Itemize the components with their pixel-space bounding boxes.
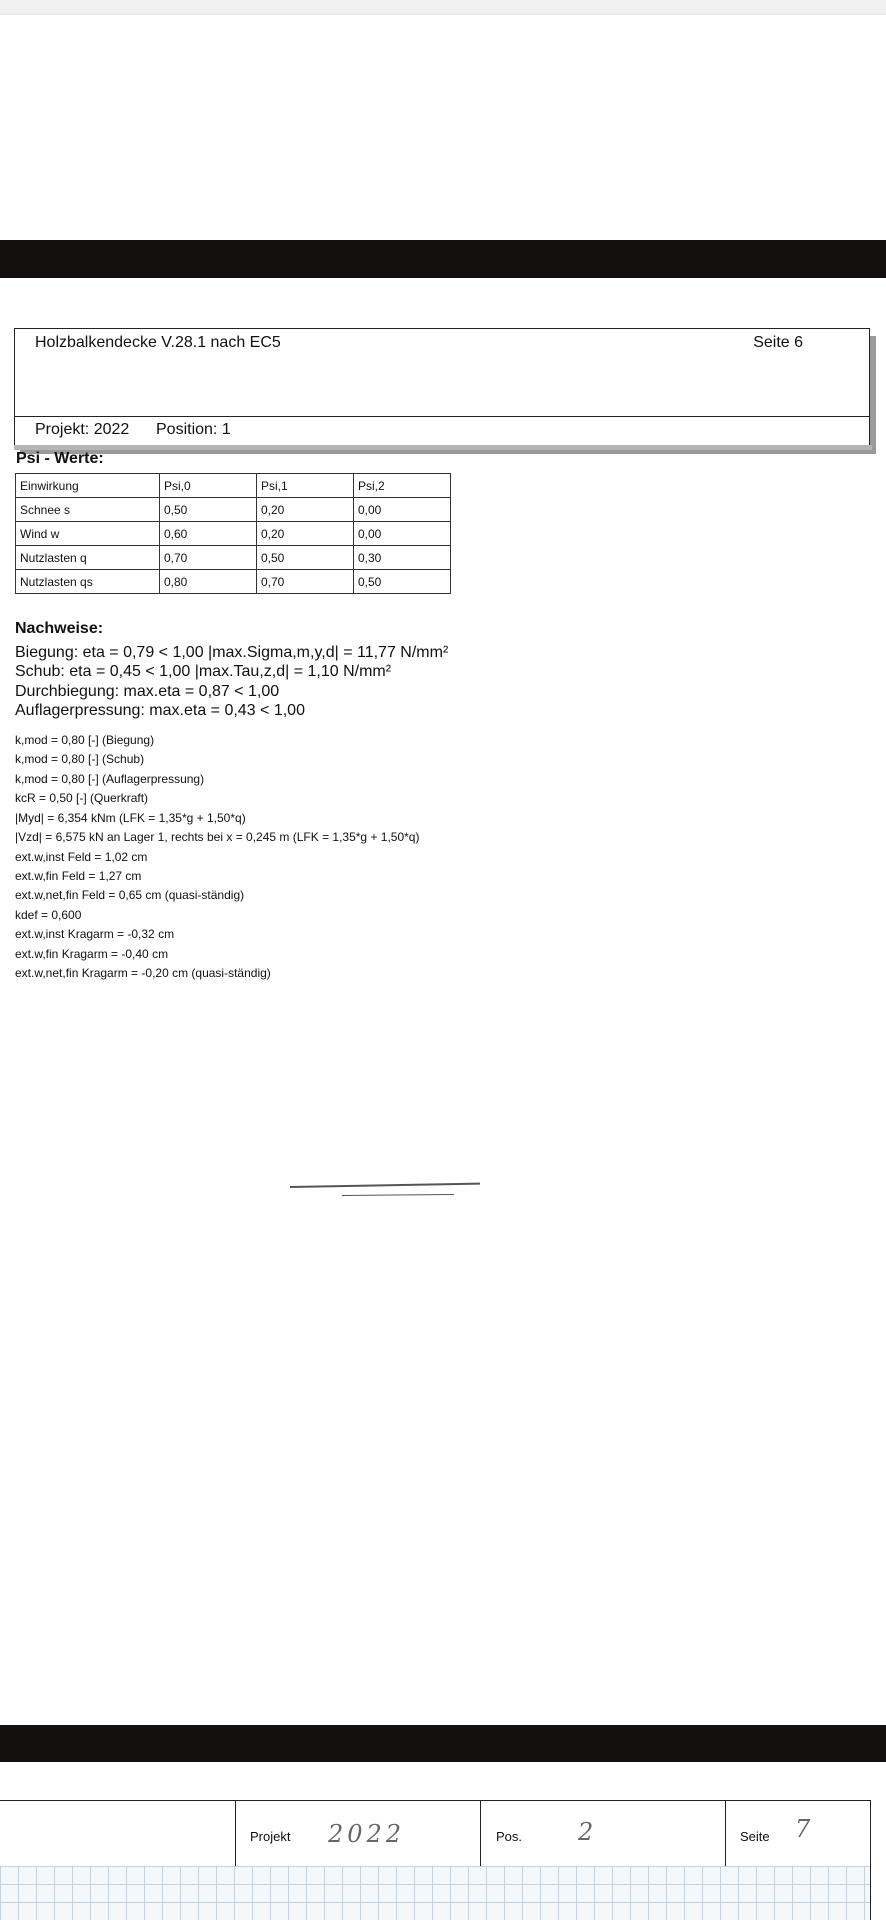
psi-section-title: Psi - Werte: <box>16 450 104 467</box>
detail-line: |Vzd| = 6,575 kN an Lager 1, rechts bei x = 0,245 m (LFK = 1,35*g + 1,50*q) <box>15 830 420 844</box>
table-cell: 0,00 <box>354 498 451 522</box>
form-projekt-value: 2022 <box>328 1820 406 1848</box>
check-line: Durchbiegung: max.eta = 0,87 < 1,00 <box>15 683 280 700</box>
column-header: Einwirkung <box>16 474 160 498</box>
table-cell: 0,00 <box>354 522 451 546</box>
check-line: Auflagerpressung: max.eta = 0,43 < 1,00 <box>15 702 305 719</box>
detail-line: k,mod = 0,80 [-] (Schub) <box>15 752 145 766</box>
position-label: Position: 1 <box>156 421 231 438</box>
form-pos-value: 2 <box>578 1818 594 1846</box>
table-cell: Nutzlasten qs <box>16 570 160 594</box>
page-header <box>14 328 870 446</box>
detail-line: ext.w,net,fin Kragarm = -0,20 cm (quasi-ständig) <box>15 966 271 980</box>
detail-line: ext.w,inst Feld = 1,02 cm <box>15 850 148 864</box>
header-shadow-strip <box>14 445 872 450</box>
table-cell: 0,80 <box>160 570 257 594</box>
table-cell: 0,60 <box>160 522 257 546</box>
table-row <box>16 546 451 570</box>
table-cell: 0,50 <box>160 498 257 522</box>
document-title: Holzbalkendecke V.28.1 nach EC5 <box>35 334 281 351</box>
detail-line: |Myd| = 6,354 kNm (LFK = 1,35*g + 1,50*q) <box>15 811 246 825</box>
form-divider <box>725 1801 726 1866</box>
pen-stroke <box>342 1194 454 1196</box>
table-cell: Nutzlasten q <box>16 546 160 570</box>
table-cell: Wind w <box>16 522 160 546</box>
nachweise-section-title: Nachweise: <box>15 620 104 637</box>
detail-line: k,mod = 0,80 [-] (Auflagerpressung) <box>15 772 205 786</box>
psi-table <box>15 473 451 594</box>
form-seite-value: 7 <box>795 1815 811 1843</box>
column-header: Psi,2 <box>354 474 451 498</box>
form-projekt-label: Projekt <box>250 1829 291 1844</box>
table-cell: 0,70 <box>160 546 257 570</box>
table-header-row <box>16 474 451 498</box>
table-cell: 0,70 <box>257 570 354 594</box>
form-seite-label: Seite <box>740 1829 770 1844</box>
table-cell: 0,30 <box>354 546 451 570</box>
detail-line: ext.w,net,fin Feld = 0,65 cm (quasi-ständig) <box>15 888 245 902</box>
detail-line: ext.w,fin Kragarm = -0,40 cm <box>15 947 169 961</box>
table-cell: 0,20 <box>257 522 354 546</box>
top-status-bar <box>0 0 886 15</box>
column-header: Psi,1 <box>257 474 354 498</box>
detail-line: ext.w,inst Kragarm = -0,32 cm <box>15 927 175 941</box>
table-cell: Schnee s <box>16 498 160 522</box>
table-row <box>16 498 451 522</box>
header-divider <box>15 416 869 417</box>
project-label: Projekt: 2022 <box>35 421 130 438</box>
column-header: Psi,0 <box>160 474 257 498</box>
detail-line: kcR = 0,50 [-] (Querkraft) <box>15 791 149 805</box>
form-divider <box>235 1801 236 1866</box>
page-number: Seite 6 <box>753 334 803 351</box>
detail-line: k,mod = 0,80 [-] (Biegung) <box>15 733 155 747</box>
table-cell: 0,50 <box>257 546 354 570</box>
form-divider <box>480 1801 481 1866</box>
table-cell: 0,20 <box>257 498 354 522</box>
table-row <box>16 522 451 546</box>
scan-border-top <box>0 240 886 278</box>
scan-border-bottom <box>0 1725 886 1762</box>
form-pos-label: Pos. <box>496 1829 523 1844</box>
pen-stroke <box>290 1183 480 1188</box>
check-line: Biegung: eta = 0,79 < 1,00 |max.Sigma,m,y,d| = 11,77 N/mm² <box>15 644 449 661</box>
check-line: Schub: eta = 0,45 < 1,00 |max.Tau,z,d| = 1,10 N/mm² <box>15 663 392 680</box>
table-cell: 0,50 <box>354 570 451 594</box>
detail-line: ext.w,fin Feld = 1,27 cm <box>15 869 142 883</box>
table-row <box>16 570 451 594</box>
graph-paper-area <box>0 1866 871 1920</box>
detail-line: kdef = 0,600 <box>15 908 82 922</box>
